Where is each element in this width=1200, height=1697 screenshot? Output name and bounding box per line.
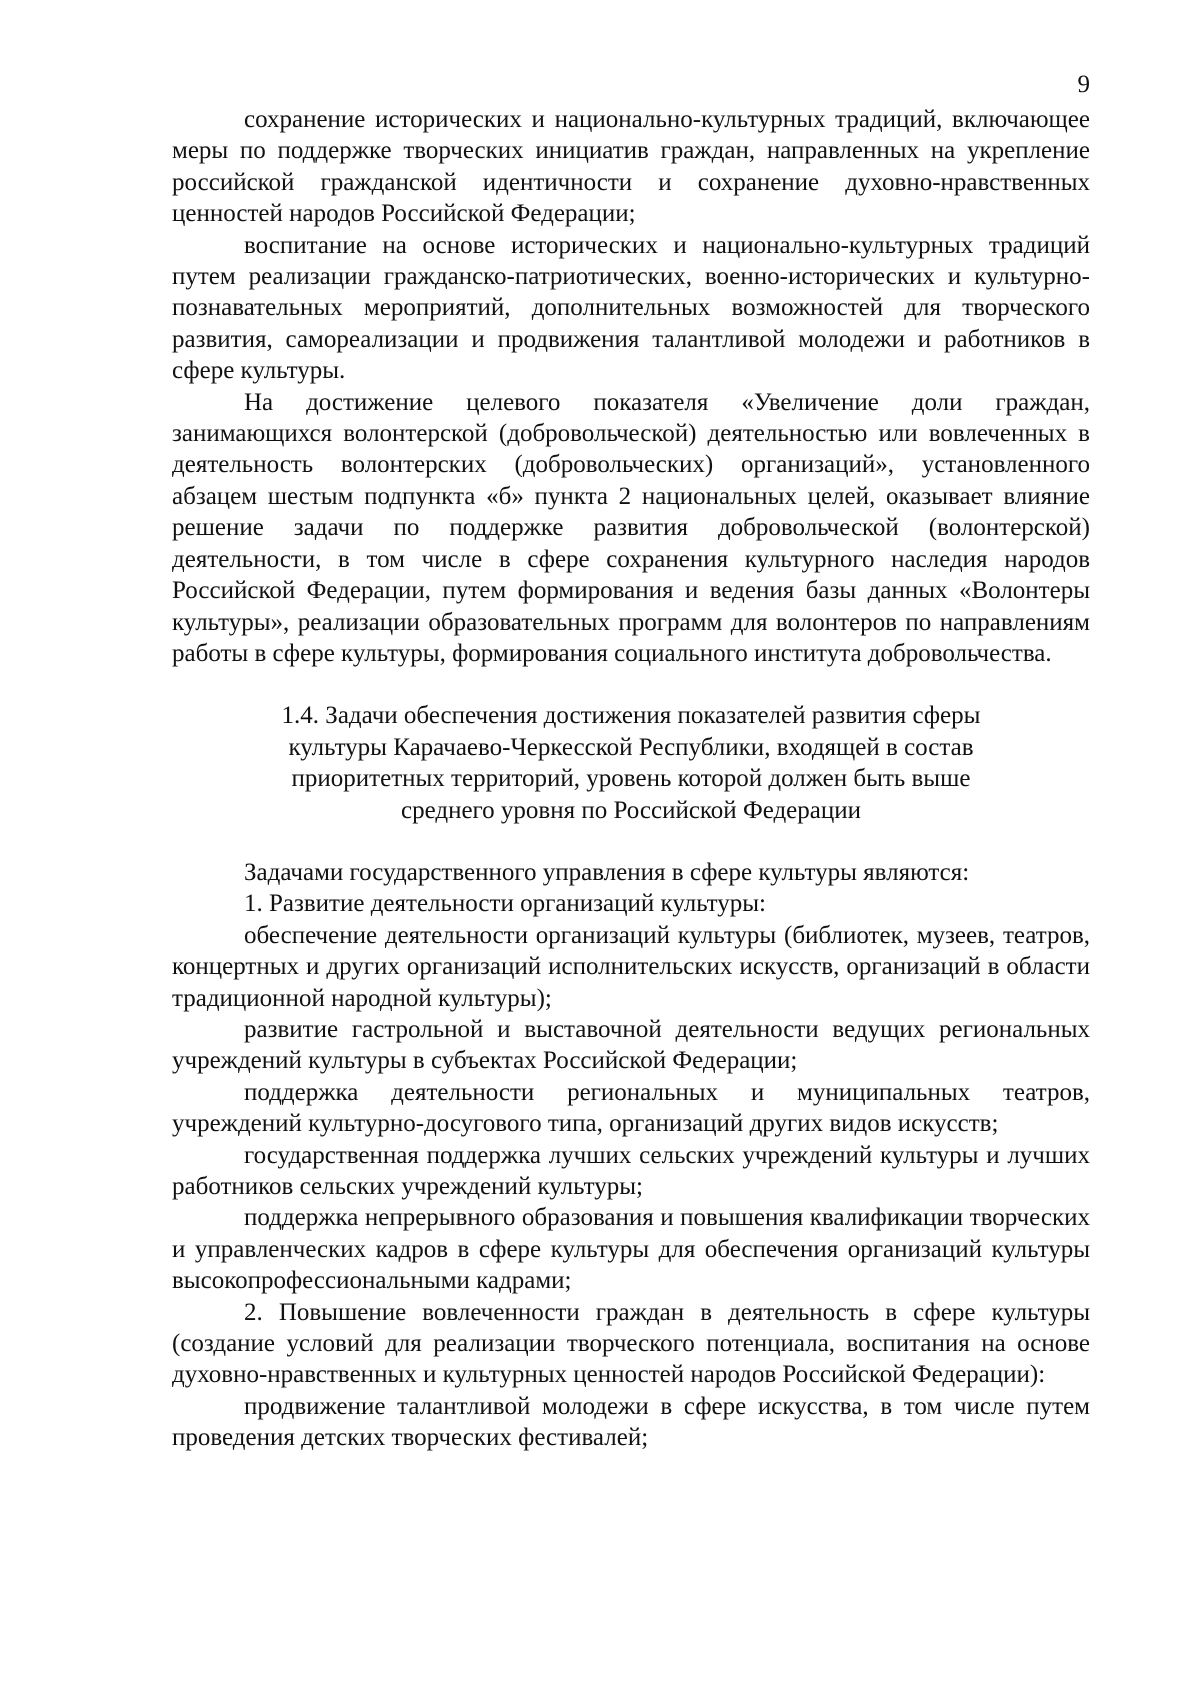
paragraph: Задачами государственного управления в сфере культуры являются: [244,858,970,886]
paragraph: сохранение исторических и национально-культурных традиций, включающее меры по поддержке творческих инициатив граждан, направленных на укрепление российской гражданской идентичности и сохранение духовно-нравственных ценностей народов Российской Федерации; [172,106,1090,228]
paragraph: воспитание на основе исторических и национально-культурных традиций путем реализации гражданско-патриотических, военно-исторических и культурно-познавательных мероприятий, дополнительных возможностей для творческого развития, самореализации и продвижения талантливой молодежи и работников в сфере культуры. [172,231,1090,385]
paragraph: обеспечение деятельности организаций культуры (библиотек, музеев, театров, концертных и других организаций исполнительских искусств, организаций в области традиционной народной культуры); [172,921,1090,1012]
heading-line: среднего уровня по Российской Федерации [400,796,862,824]
heading-line: 1.4. Задачи обеспечения достижения показателей развития сферы [281,702,981,730]
paragraph: продвижение талантливой молодежи в сфере искусства, в том числе путем проведения детских творческих фестивалей; [172,1392,1090,1452]
page-number: 9 [1077,71,1090,98]
paragraph: 1. Развитие деятельности организаций культуры: [244,890,766,918]
paragraph: развитие гастрольной и выставочной деятельности ведущих региональных учреждений культуры в субъектах Российской Федерации; [172,1015,1090,1075]
heading-line: приоритетных территорий, уровень которой должен быть выше [291,765,971,793]
document-body [172,104,1090,1454]
paragraph: государственная поддержка лучших сельских учреждений культуры и лучших работников сельских учреждений культуры; [172,1141,1090,1200]
section-heading [172,700,1090,826]
paragraph: поддержка непрерывного образования и повышения квалификации творческих и управленческих кадров в сфере культуры для обеспечения организаций культуры высокопрофессиональными кадрами; [172,1204,1090,1295]
heading-line: культуры Карачаево-Черкесской Республики, входящей в состав [288,733,974,761]
paragraph: поддержка деятельности региональных и муниципальных театров, учреждений культурно-досугового типа, организаций других видов искусств; [172,1078,1090,1138]
paragraph: На достижение целевого показателя «Увеличение доли граждан, занимающихся волонтерской (добровольческой) деятельностью или вовлеченных в деятельность волонтерских (добровольческих) организаций», установленного абзацем шестым подпункта «б» пункта 2 национальных целей, оказывает влияние решение задачи по поддержке развития добровольческой (волонтерской) деятельности, в том числе в сфере сохранения культурного наследия народов Российской Федерации, путем формирования и ведения базы данных «Волонтеры культуры», реализации образовательных программ для волонтеров по направлениям работы в сфере культуры, формирования социального института добровольчества. [172,388,1090,667]
paragraph: 2. Повышение вовлеченности граждан в деятельность в сфере культуры (создание условий для реализации творческого потенциала, воспитания на основе духовно-нравственных и культурных ценностей народов Российской Федерации): [172,1298,1090,1389]
